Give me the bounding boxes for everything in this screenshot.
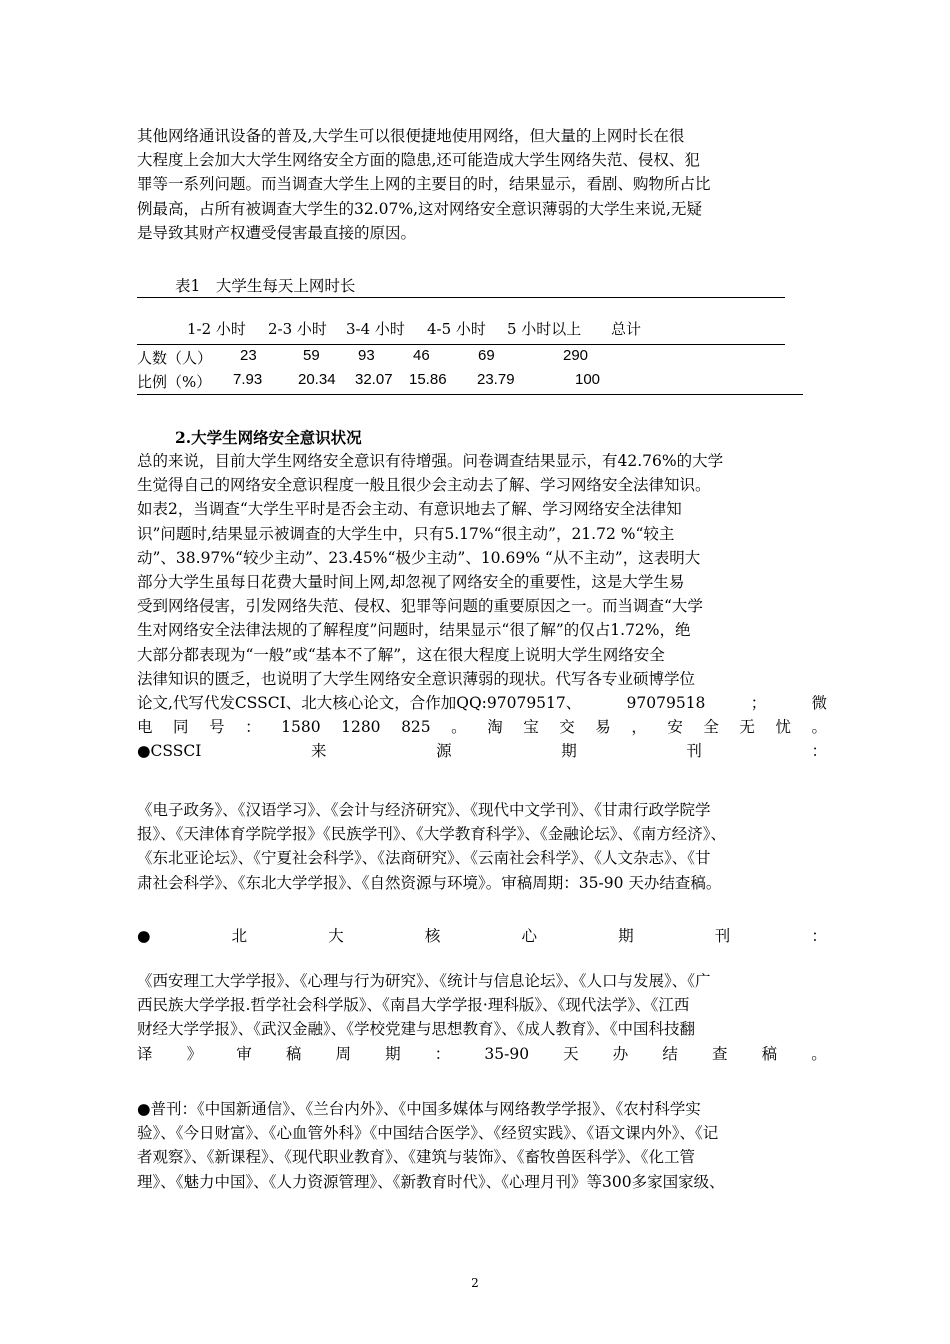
- text-line: 受到网络侵害，引发网络失范、侵权、犯罪等问题的重要原因之一。而当调查“大学: [137, 597, 703, 616]
- table-cell: 290: [563, 347, 589, 364]
- spread-token: ：: [811, 927, 827, 945]
- spread-token: 论文,代写代发CSSCI、北大核心论文，合作加QQ:97079517、: [137, 694, 582, 713]
- spread-token: 审: [236, 1044, 252, 1063]
- pku-review-line: [137, 1042, 827, 1066]
- spread-token: 译: [137, 1044, 153, 1063]
- spread-token: 期: [561, 742, 577, 761]
- intro-paragraph: [137, 124, 827, 245]
- table-cell: 46: [413, 347, 430, 364]
- spread-token: 结: [662, 1044, 678, 1063]
- text-line: 报》、《天津体育学院学报》《民族学刊》、《大学教育科学》、《金融论坛》、《南方经济》、: [137, 825, 727, 844]
- spread-token: 易: [595, 718, 611, 737]
- pku-core-section: [137, 924, 827, 948]
- table-cell: 32.07: [355, 371, 393, 388]
- spread-token: 宝: [523, 718, 539, 737]
- text-line: 大程度上会加大大学生网络安全方面的隐患,还可能造成大学生网络失范、侵权、犯: [137, 151, 700, 170]
- table-cell: 59: [303, 347, 320, 364]
- text-line: 其他网络通讯设备的普及,大学生可以很便捷地使用网络，但大量的上网时长在很: [137, 127, 685, 145]
- pku-core-label: [137, 924, 827, 948]
- table-column-header: 2-3 小时: [268, 320, 327, 338]
- spread-token: 期: [618, 927, 634, 945]
- spread-token: 全: [703, 718, 719, 737]
- contact-line-wechat: [137, 715, 827, 739]
- text-line: 理》、《魅力中国》、《人力资源管理》、《新教育时代》、《心理月刊》等300多家国家级、: [137, 1172, 725, 1191]
- spread-token: ：: [811, 742, 827, 761]
- text-line: 如表2，当调查“大学生平时是否会主动、有意识地去了解、学习网络安全法律知: [137, 500, 682, 519]
- spread-token: 。: [451, 718, 467, 737]
- text-line: 法律知识的匮乏，也说明了大学生网络安全意识薄弱的现状。代写各专业硕博学位: [137, 669, 696, 688]
- spread-token: 大: [328, 927, 344, 945]
- text-line: 大部分都表现为“一般”或“基本不了解”，这在很大程度上说明大学生网络安全: [137, 645, 665, 664]
- text-line: 验》、《今日财富》、《心血管外科》《中国结合医学》、《经贸实践》、《语文课内外》、《记: [137, 1124, 719, 1143]
- spread-token: 天: [563, 1044, 579, 1063]
- contact-line: [137, 691, 827, 715]
- spread-token: 淘: [487, 718, 503, 737]
- spread-token: 35-90: [484, 1044, 530, 1063]
- text-line: 例最高，占所有被调查大学生的32.07%,这对网络安全意识薄弱的大学生来说,无疑: [137, 199, 702, 218]
- spread-token: ●CSSCI: [137, 742, 202, 761]
- spread-token: 。: [811, 1044, 827, 1063]
- table-column-header: 1-2 小时: [187, 320, 246, 338]
- spread-token: 周: [335, 1044, 352, 1063]
- table-column-header: 3-4 小时: [346, 320, 405, 338]
- text-line: 部分大学生虽每日花费大量时间上网,却忽视了网络安全的重要性，这是大学生易: [137, 573, 685, 592]
- text-line: 《东北亚论坛》、《宁夏社会科学》、《法商研究》、《云南社会科学》、《人文杂志》、《甘: [137, 849, 711, 868]
- table-row-label: 人数（人）: [137, 349, 213, 367]
- spread-token: 心: [521, 927, 538, 945]
- spread-token: 期: [385, 1044, 401, 1063]
- spread-token: 电: [137, 718, 153, 737]
- table-row-label: 比例（%）: [137, 373, 212, 391]
- spread-token: 。: [811, 718, 827, 737]
- text-line: 罪等一系列问题。而当调查大学生上网的主要目的时，结果显示，看剧、购物所占比: [137, 175, 711, 194]
- spread-token: 825: [401, 718, 431, 737]
- cssci-label: [137, 739, 827, 763]
- spread-token: ，: [631, 718, 647, 737]
- text-line: 《西安理工大学学报》、《心理与行为研究》、《统计与信息论坛》、《人口与发展》、《广: [137, 972, 711, 990]
- spread-token: 来: [310, 742, 327, 761]
- spread-token: 刊: [686, 742, 702, 761]
- spread-token: 稿: [285, 1044, 302, 1063]
- table-cell: 100: [575, 371, 601, 388]
- general-journal-list: [137, 1097, 827, 1194]
- table-header-rule: [137, 344, 785, 345]
- spread-token: 交: [559, 718, 575, 737]
- spread-token: 北: [231, 927, 248, 945]
- spread-token: 核: [424, 927, 441, 945]
- table-caption: 表1 大学生每天上网时长: [175, 277, 356, 295]
- spread-token: 号: [209, 718, 225, 737]
- table-cell: 69: [478, 347, 495, 364]
- spread-token: 同: [173, 718, 189, 737]
- text-line: ●普刊：《中国新通信》、《兰台内外》、《中国多媒体与网络教学学报》、《农村科学实: [137, 1100, 701, 1118]
- table-cell: 23.79: [477, 371, 515, 388]
- text-line: 生对网络安全法律法规的了解程度”问题时，结果显示“很了解”的仅占1.72%，绝: [137, 621, 691, 640]
- spread-token: 查: [712, 1044, 728, 1063]
- table-cell: 7.93: [233, 371, 263, 388]
- section-heading: 2.大学生网络安全意识状况: [175, 428, 362, 447]
- text-line: 《电子政务》、《汉语学习》、《会计与经济研究》、《现代中文学刊》、《甘肃行政学院学: [137, 801, 711, 819]
- spread-token: 97079518: [626, 694, 706, 713]
- text-line: 西民族大学学报.哲学社会科学版》、《南昌大学学报·理科版》、《现代法学》、《江西: [137, 996, 690, 1015]
- text-line: 是导致其财产权遭受侵害最直接的原因。: [137, 223, 417, 242]
- table-cell: 93: [358, 347, 375, 364]
- spread-token: ；: [750, 694, 767, 713]
- table-cell: 23: [240, 347, 257, 364]
- section2-paragraph: [137, 449, 827, 764]
- spread-token: 刊: [714, 927, 731, 945]
- spread-token: ●: [137, 927, 151, 945]
- text-line: 财经大学学报》、《武汉金融》、《学校党建与思想教育》、《成人教育》、《中国科技翻: [137, 1020, 696, 1039]
- text-line: 动”、38.97%“较少主动”、23.45%“极少主动”、10.69% “从不主动”，这表明大: [137, 548, 701, 567]
- spread-token: ：: [434, 1044, 451, 1063]
- table-column-header: 5 小时以上: [507, 320, 582, 338]
- table-cell: 20.34: [298, 371, 336, 388]
- text-line: 者观察》、《新课程》、《现代职业教育》、《建筑与装饰》、《畜牧兽医科学》、《化工管: [137, 1148, 696, 1167]
- spread-token: 无: [739, 718, 755, 737]
- text-line: 总的来说，目前大学生网络安全意识有待增强。问卷调查结果显示，有42.76%的大学: [137, 452, 724, 470]
- page-number: 2: [471, 1276, 479, 1290]
- spread-token: 忧: [775, 718, 791, 737]
- text-line: 识”问题时,结果显示被调查的大学生中，只有5.17%“很主动”，21.72 %“较主: [137, 524, 675, 543]
- text-line: 生觉得自己的网络安全意识程度一般且很少会主动去了解、学习网络安全法律知识。: [137, 476, 711, 495]
- spread-token: ：: [245, 718, 261, 737]
- spread-token: 1280: [341, 718, 381, 737]
- spread-token: 微: [811, 694, 827, 713]
- spread-token: 稿: [761, 1044, 778, 1063]
- table-column-header: 4-5 小时: [427, 320, 486, 338]
- spread-token: 办: [612, 1044, 629, 1063]
- cssci-journal-list: [137, 798, 827, 895]
- spread-token: 安: [667, 718, 683, 737]
- table-bottom-rule: [137, 394, 803, 395]
- table-cell: 15.86: [409, 371, 447, 388]
- pku-journal-list: [137, 969, 827, 1066]
- text-line: 肃社会科学》、《东北大学学报》、《自然资源与环境》。审稿周期：35-90 天办结查稿。: [137, 873, 722, 892]
- spread-token: 1580: [281, 718, 321, 737]
- table-column-header: 总计: [611, 320, 642, 338]
- spread-token: 源: [436, 742, 452, 761]
- spread-token: 》: [186, 1044, 203, 1063]
- table-top-rule: [137, 297, 785, 298]
